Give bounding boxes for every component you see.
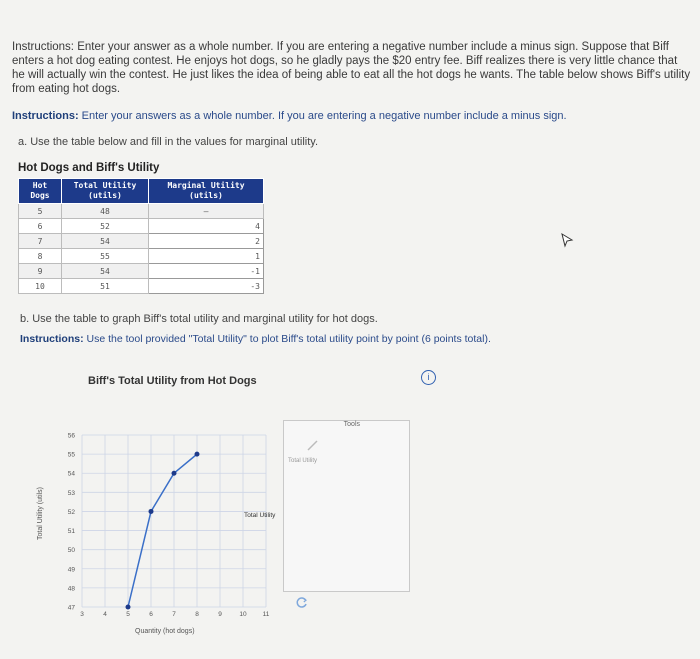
y-tick-label: 49 [67,566,75,574]
instructions [12,110,567,122]
marginal-utility-input[interactable]: 2 [149,234,264,249]
line-label: Total Utility [244,512,276,519]
cell-total-utility: 51 [62,279,149,294]
utility-table [18,178,264,294]
y-tick-label: 52 [67,508,75,516]
y-tick-label: 47 [67,604,75,612]
table-row [19,249,264,264]
instructions-label: Instructions: [12,110,79,122]
x-tick-label: 10 [239,611,247,618]
chart-title: Biff's Total Utility from Hot Dogs [88,375,257,387]
x-tick-label: 3 [80,611,84,618]
cell-hot-dogs: 9 [19,264,62,279]
info-icon[interactable]: i [421,370,436,385]
table-title: Hot Dogs and Biff's Utility [18,162,160,174]
cell-hot-dogs: 7 [19,234,62,249]
tools-title: Tools [343,421,360,428]
total-utility-chart[interactable] [20,390,290,640]
table-row [19,219,264,234]
x-tick-label: 8 [195,611,199,618]
intro-text: Instructions: Enter your answer as a whole number. If you are entering a negative number include a minus sign. Suppose that Biff enters a hot dog eating contest. He enjoys hot dogs, so he gladly pays the $20 entry fee. Biff realizes there is very little chance that he will actually win the contest. He just likes the idea of being able to eat all the hot dogs he wants. The table below shows Biff's utility from eating hot dogs. [12,41,691,95]
cursor-icon [560,232,574,253]
pencil-icon[interactable] [306,438,320,457]
total-utility-point[interactable] [149,509,154,514]
table-row [19,279,264,294]
instructions-2 [20,333,491,345]
marginal-utility-input[interactable]: 4 [149,219,264,234]
y-tick-label: 54 [67,470,75,478]
instructions-2-label: Instructions: [20,333,84,345]
x-tick-label: 7 [172,611,176,618]
y-tick-label: 55 [67,451,75,459]
x-tick-label: 9 [218,611,222,618]
y-tick-label: 48 [67,585,75,593]
cell-hot-dogs: 6 [19,219,62,234]
cell-total-utility: 48 [62,204,149,219]
cell-marginal-utility: – [149,204,264,219]
marginal-utility-input[interactable]: -1 [149,264,264,279]
total-utility-point[interactable] [172,471,177,476]
marginal-utility-input[interactable]: 1 [149,249,264,264]
reset-icon[interactable] [295,596,309,610]
y-tick-label: 51 [67,528,75,536]
cell-hot-dogs: 10 [19,279,62,294]
cell-total-utility: 55 [62,249,149,264]
cell-total-utility: 52 [62,219,149,234]
part-a-text: a. Use the table below and fill in the values for marginal utility. [18,136,319,148]
x-tick-label: 4 [103,611,107,618]
y-tick-label: 50 [67,547,75,555]
cell-hot-dogs: 5 [19,204,62,219]
total-utility-point[interactable] [195,452,200,457]
col-header-marginal-utility: Marginal Utility (utils) [149,179,264,204]
tool-total-utility[interactable]: Total Utility [288,458,318,464]
total-utility-point[interactable] [126,605,131,610]
part-b-text: b. Use the table to graph Biff's total utility and marginal utility for hot dogs. [20,313,378,325]
instructions-2-text: Use the tool provided "Total Utility" to plot Biff's total utility point by point (6 points total). [83,333,491,345]
y-tick-label: 53 [67,489,75,497]
x-tick-label: 5 [126,611,130,618]
x-tick-label: 11 [262,611,270,618]
table-row [19,234,264,249]
col-header-hot-dogs: Hot Dogs [19,179,62,204]
cell-hot-dogs: 8 [19,249,62,264]
y-tick-label: 56 [67,432,75,440]
marginal-utility-input[interactable]: -3 [149,279,264,294]
cell-total-utility: 54 [62,264,149,279]
table-row [19,204,264,219]
cell-total-utility: 54 [62,234,149,249]
col-header-total-utility: Total Utility (utils) [62,179,149,204]
y-axis-label: Total Utility (utils) [37,487,44,540]
x-axis-label: Quantity (hot dogs) [135,628,195,635]
tools-panel [283,420,410,592]
instructions-text: Enter your answers as a whole number. If you are entering a negative number include a minus sign. [78,110,567,122]
table-row [19,264,264,279]
x-tick-label: 6 [149,611,153,618]
